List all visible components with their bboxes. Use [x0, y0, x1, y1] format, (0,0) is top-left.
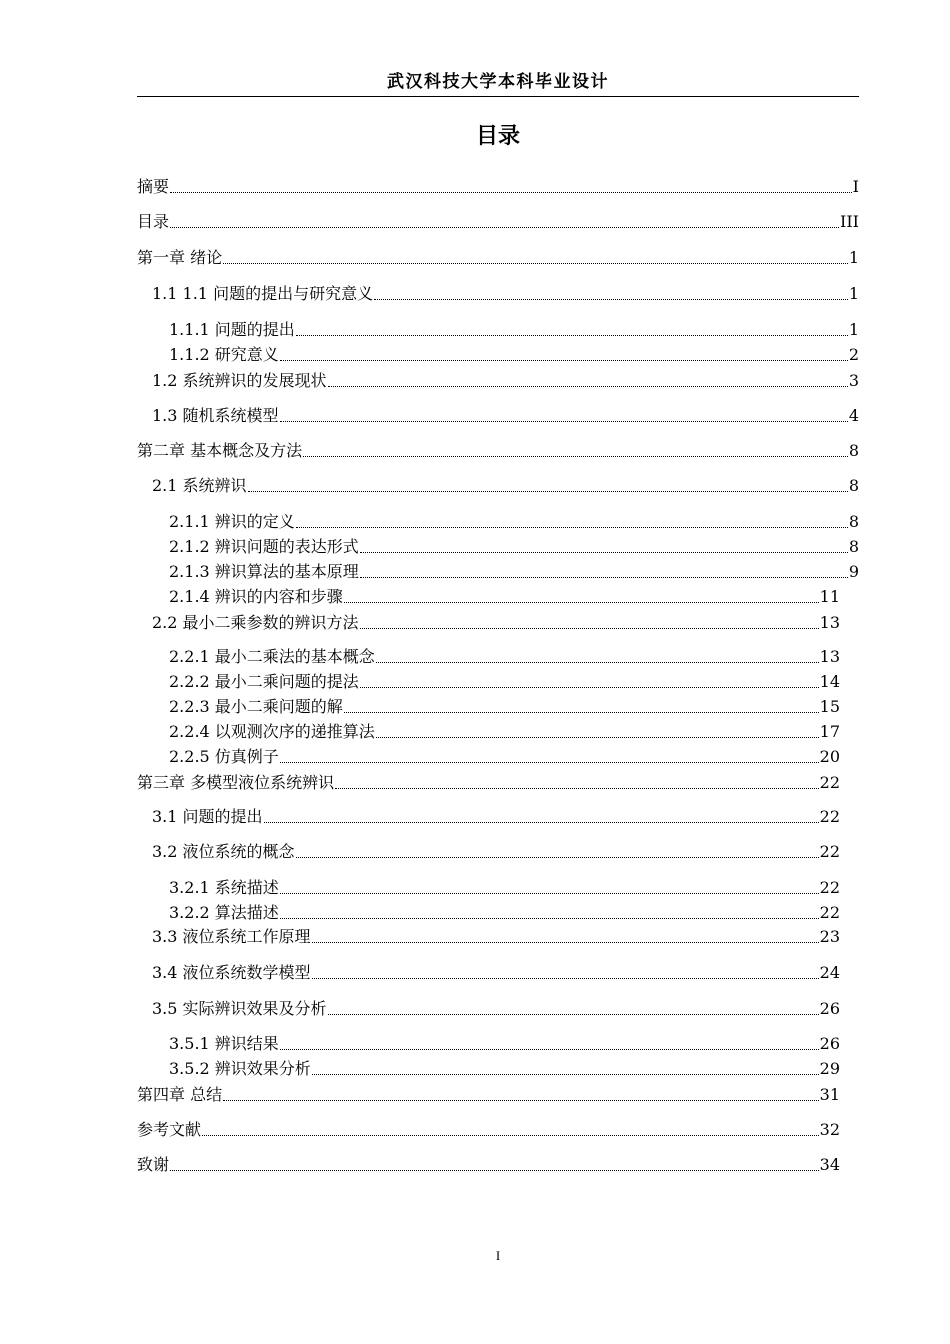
toc-entry[interactable] [169, 1032, 840, 1054]
toc-entry[interactable] [152, 369, 859, 391]
toc-entry-label: 2.2.3 最小二乘问题的解 [169, 697, 343, 716]
toc-entry[interactable] [169, 901, 840, 923]
toc-leader-dots [312, 1073, 819, 1075]
toc-leader-dots [335, 787, 819, 789]
header-title: 武汉科技大学本科毕业设计 [387, 72, 609, 92]
toc-leader-dots [223, 262, 848, 264]
toc-leader-dots [360, 551, 848, 553]
toc-entry-label: 3.5 实际辨识效果及分析 [152, 999, 327, 1018]
toc-leader-dots [312, 977, 819, 979]
toc-entry-page: 24 [819, 963, 840, 982]
toc-entry-page: 2 [848, 345, 859, 364]
toc-entry-label: 2.2.4 以观测次序的递推算法 [169, 722, 375, 741]
toc-leader-dots [280, 761, 819, 763]
toc-entry[interactable] [169, 720, 840, 742]
toc-entry-label: 3.4 液位系统数学模型 [152, 963, 311, 982]
toc-leader-dots [280, 892, 819, 894]
toc-leader-dots [312, 941, 819, 943]
toc-leader-dots [170, 1169, 819, 1171]
toc-entry-label: 第一章 绪论 [137, 248, 223, 267]
toc-entry[interactable] [137, 439, 859, 461]
toc-entry-page: 23 [819, 927, 840, 946]
toc-entry-label: 2.1.4 辨识的内容和步骤 [169, 587, 343, 606]
toc-entry-label: 目录 [137, 212, 170, 231]
toc-entry[interactable] [169, 1057, 840, 1079]
toc-entry-page: 4 [848, 406, 859, 425]
toc-entry[interactable] [169, 343, 859, 365]
toc-leader-dots [170, 191, 852, 193]
toc-entry[interactable] [169, 560, 859, 582]
toc-entry-page: 22 [819, 842, 840, 861]
toc-entry-label: 2.2.2 最小二乘问题的提法 [169, 672, 359, 691]
toc-entry-label: 3.1 问题的提出 [152, 807, 263, 826]
toc-entry-page: 1 [848, 284, 859, 303]
toc-entry-page: 1 [848, 248, 859, 267]
toc-entry[interactable] [137, 246, 859, 268]
toc-entry[interactable] [137, 175, 859, 197]
toc-entry[interactable] [152, 805, 840, 827]
toc-leader-dots [280, 359, 848, 361]
toc-leader-dots [264, 821, 819, 823]
toc-entry-label: 第三章 多模型液位系统辨识 [137, 773, 335, 792]
toc-entry[interactable] [137, 1083, 840, 1105]
toc-entry[interactable] [152, 961, 840, 983]
toc-entry[interactable] [152, 997, 840, 1019]
page-number: I [495, 1248, 501, 1263]
toc-entry[interactable] [137, 1153, 840, 1175]
toc-entry-page: 32 [819, 1120, 840, 1139]
toc-entry-page: III [840, 212, 859, 231]
toc-entry[interactable] [152, 282, 859, 304]
toc-entry[interactable] [169, 876, 840, 898]
toc-entry-label: 致谢 [137, 1155, 170, 1174]
toc-entry[interactable] [169, 585, 840, 607]
toc-entry-page: 9 [848, 562, 859, 581]
toc-entry-page: 8 [848, 537, 859, 556]
toc-entry-label: 1.1 1.1 问题的提出与研究意义 [152, 284, 374, 303]
toc-leader-dots [280, 917, 819, 919]
toc-entry[interactable] [152, 840, 840, 862]
toc-entry-page: 11 [819, 587, 840, 606]
toc-entry-page: 8 [848, 476, 859, 495]
toc-entry-label: 3.5.2 辨识效果分析 [169, 1059, 311, 1078]
toc-entry-label: 3.2.1 系统描述 [169, 878, 279, 897]
toc-entry-label: 3.5.1 辨识结果 [169, 1034, 279, 1053]
toc-entry-page: 17 [819, 722, 840, 741]
toc-entry[interactable] [169, 535, 859, 557]
toc-entry-page: 1 [848, 320, 859, 339]
toc-leader-dots [296, 856, 819, 858]
toc-entry-label: 3.3 液位系统工作原理 [152, 927, 311, 946]
toc-leader-dots [328, 1013, 819, 1015]
toc-entry-page: 8 [848, 512, 859, 531]
toc-entry-label: 1.1.2 研究意义 [169, 345, 279, 364]
toc-leader-dots [344, 711, 819, 713]
toc-entry-page: 3 [848, 371, 859, 390]
toc-entry-label: 2.1.3 辨识算法的基本原理 [169, 562, 359, 581]
toc-entry-page: 34 [819, 1155, 840, 1174]
toc-leader-dots [344, 601, 819, 603]
toc-leader-dots [170, 226, 839, 228]
toc-leader-dots [280, 1048, 819, 1050]
toc-entry-page: 20 [819, 747, 840, 766]
toc-entry-page: 13 [819, 647, 840, 666]
toc-entry-label: 3.2.2 算法描述 [169, 903, 279, 922]
toc-entry-label: 2.2.1 最小二乘法的基本概念 [169, 647, 375, 666]
toc-leader-dots [202, 1134, 819, 1136]
toc-entry-page: 14 [819, 672, 840, 691]
toc-entry-page: 15 [819, 697, 840, 716]
toc-entry[interactable] [152, 925, 840, 947]
toc-entry[interactable] [152, 404, 859, 426]
toc-leader-dots [374, 298, 848, 300]
toc-entry-page: 31 [819, 1085, 840, 1104]
toc-entry[interactable] [169, 318, 859, 340]
toc-entry[interactable] [152, 611, 840, 633]
toc-entry-label: 2.1.1 辨识的定义 [169, 512, 295, 531]
toc-leader-dots [360, 576, 848, 578]
toc-leader-dots [296, 334, 848, 336]
toc-entry-page: 26 [819, 1034, 840, 1053]
toc-leader-dots [376, 736, 819, 738]
toc-leader-dots [296, 526, 848, 528]
toc-entry-page: I [852, 177, 859, 196]
toc-entry-label: 1.2 系统辨识的发展现状 [152, 371, 327, 390]
toc-entry-page: 22 [819, 773, 840, 792]
toc-leader-dots [223, 1099, 819, 1101]
toc-entry-page: 8 [848, 441, 859, 460]
toc-entry[interactable] [137, 210, 859, 232]
toc-entry-page: 29 [819, 1059, 840, 1078]
toc-entry-label: 1.3 随机系统模型 [152, 406, 279, 425]
toc-entry[interactable] [169, 670, 840, 692]
toc-leader-dots [328, 385, 848, 387]
toc-entry-label: 1.1.1 问题的提出 [169, 320, 295, 339]
toc-entry[interactable] [137, 771, 840, 793]
toc-entry-page: 22 [819, 878, 840, 897]
toc-entry[interactable] [152, 474, 859, 496]
toc-entry-page: 13 [819, 613, 840, 632]
toc-entry-label: 第二章 基本概念及方法 [137, 441, 303, 460]
toc-entry-label: 参考文献 [137, 1120, 202, 1139]
toc-entry-label: 3.2 液位系统的概念 [152, 842, 295, 861]
toc-entry-label: 第四章 总结 [137, 1085, 223, 1104]
toc-leader-dots [303, 455, 848, 457]
toc-entry[interactable] [169, 745, 840, 767]
toc-entry-page: 26 [819, 999, 840, 1018]
toc-entry-page: 22 [819, 903, 840, 922]
toc-entry-label: 2.1 系统辨识 [152, 476, 247, 495]
toc-entry-label: 2.1.2 辨识问题的表达形式 [169, 537, 359, 556]
toc-leader-dots [360, 686, 819, 688]
toc-leader-dots [376, 661, 819, 663]
document-header [137, 68, 859, 97]
toc-entry[interactable] [137, 1118, 840, 1140]
toc-entry[interactable] [169, 645, 840, 667]
toc-entry-page: 22 [819, 807, 840, 826]
toc-entry-label: 2.2 最小二乘参数的辨识方法 [152, 613, 359, 632]
toc-entry-label: 摘要 [137, 177, 170, 196]
toc-entry[interactable] [169, 510, 859, 532]
toc-entry[interactable] [169, 695, 840, 717]
toc-leader-dots [280, 420, 848, 422]
page-title: 目录 [475, 124, 520, 149]
toc-leader-dots [248, 490, 848, 492]
toc-leader-dots [360, 627, 819, 629]
toc-entry-label: 2.2.5 仿真例子 [169, 747, 279, 766]
